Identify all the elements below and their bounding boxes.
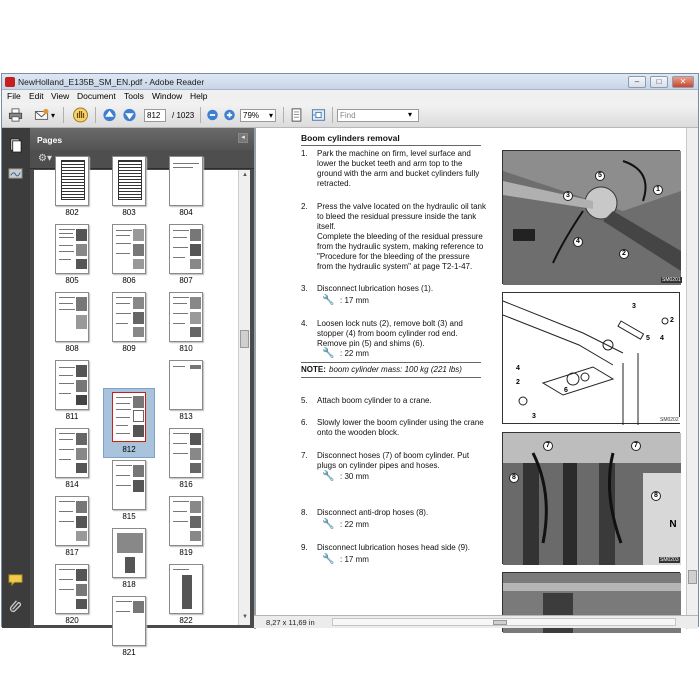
thumbnail-label: 806 (122, 276, 136, 285)
toolbar-separator (283, 107, 284, 123)
wrench-icon: 🔧 (322, 471, 335, 482)
scrollbar-thumb[interactable] (240, 330, 249, 348)
menu-edit[interactable]: Edit (29, 91, 44, 101)
figure-boom-cylinder-photo (502, 150, 680, 284)
step-number: 1. (301, 149, 308, 158)
thumbnail-label: 809 (122, 344, 136, 353)
callout-label: 8 (651, 491, 661, 501)
step-text: Slowly lower the boom cylinder using the crane (317, 418, 484, 427)
step-text: from the hydraulic system, making reference to (317, 242, 484, 251)
step-text: plugs on cylinder pipes and hoses. (317, 461, 440, 470)
adobe-reader-window (1, 73, 699, 657)
step-text: "Procedure for the bleeding of the pressure (317, 252, 470, 261)
thumbnail-label: 819 (179, 548, 193, 557)
thumbnail-label: 810 (179, 344, 193, 353)
document-view[interactable] (254, 128, 686, 629)
thumbnail-821[interactable] (112, 596, 146, 646)
pages-panel-header (30, 128, 254, 150)
wrench-size: : 17 mm (340, 555, 369, 564)
toolbar-separator (63, 107, 64, 123)
next-page-icon[interactable] (122, 108, 137, 122)
menu-view[interactable]: View (51, 91, 70, 101)
step-text: to bleed the residual pressure inside the tank (317, 212, 477, 221)
status-bar (254, 615, 698, 628)
wrench-size: : 22 mm (340, 349, 369, 358)
scrollbar-thumb[interactable] (688, 570, 697, 584)
callout-label: 4 (516, 365, 520, 372)
step-text: Loosen lock nuts (2), remove bolt (3) and (317, 319, 463, 328)
pages-panel-title: Pages (37, 135, 63, 145)
note-rule-bottom (301, 377, 481, 378)
callout-label: 5 (646, 335, 650, 342)
thumbnail-scrollbar[interactable] (238, 170, 250, 625)
figure-code: SM0202 (660, 417, 679, 423)
thumbnail-label: 807 (179, 276, 193, 285)
step-number: 5. (301, 396, 308, 405)
menu-help[interactable]: Help (190, 91, 208, 101)
thumbnail-label: 803 (122, 208, 136, 217)
figure-code: SM0203 (660, 557, 679, 563)
horizontal-scrollbar[interactable] (332, 618, 676, 626)
step-number: 2. (301, 202, 308, 211)
thumbnail-809[interactable] (112, 292, 146, 342)
thumbnail-label: 804 (179, 208, 193, 217)
callout-label: N (669, 519, 677, 530)
thumbnail-822[interactable] (169, 564, 203, 614)
menu-file[interactable]: File (7, 91, 21, 101)
zoom-select[interactable] (240, 109, 276, 122)
zoom-in-icon[interactable] (222, 108, 237, 122)
thumbnail-819[interactable] (169, 496, 203, 546)
note-label: NOTE: (301, 365, 326, 374)
signature-icon[interactable] (8, 166, 23, 181)
thumbnail-label: 818 (122, 580, 136, 589)
step-text: Remove pin (5) and shims (6). (317, 339, 425, 348)
wrench-icon: 🔧 (322, 295, 335, 306)
thumbnail-820[interactable] (55, 564, 89, 614)
callout-label: 8 (509, 473, 519, 483)
callout-label: 4 (573, 237, 583, 247)
thumbnail-807[interactable] (169, 224, 203, 274)
thumbnail-808[interactable] (55, 292, 89, 342)
step-text: from the hydraulic system" at page T2-1-47. (317, 262, 473, 271)
callout-label: 6 (564, 387, 568, 394)
thumbnail-label: 815 (122, 512, 136, 521)
maximize-button[interactable]: □ (650, 76, 668, 88)
callout-label: 7 (631, 441, 641, 451)
callout-label: 4 (660, 335, 664, 342)
step-text: onto the wooden block. (317, 428, 400, 437)
thumbnail-table (61, 160, 85, 200)
chevron-down-icon: ▾ (268, 111, 273, 120)
thumbnail-817[interactable] (55, 496, 89, 546)
scrollbar-thumb[interactable] (493, 620, 507, 625)
figure-line-drawing (503, 293, 681, 425)
thumbnail-814[interactable] (55, 428, 89, 478)
email-dropdown-icon[interactable]: ▾ (51, 111, 56, 120)
step-number: 4. (301, 319, 308, 328)
thumbnail-806[interactable] (112, 224, 146, 274)
thumbnail-table (118, 160, 142, 200)
thumbnail-label: 805 (65, 276, 79, 285)
heading-rule (301, 145, 481, 146)
menu-document[interactable]: Document (77, 91, 116, 101)
step-text: Disconnect anti-drop hoses (8). (317, 508, 429, 517)
thumbnail-label: 820 (65, 616, 79, 625)
callout-label: 2 (619, 249, 629, 259)
gear-icon[interactable]: ⚙▾ (38, 153, 52, 164)
step-text: Park the machine on firm, level surface and (317, 149, 471, 158)
minimize-button[interactable]: – (628, 76, 646, 88)
menu-window[interactable]: Window (152, 91, 183, 101)
note-text: boom cylinder mass: 100 kg (221 lbs) (329, 365, 462, 374)
fit-width-icon[interactable] (311, 108, 326, 122)
menu-bar (2, 90, 698, 103)
toolbar (2, 103, 698, 128)
step-text: lower the bucket teeth and arm top to the (317, 159, 463, 168)
toolbar-separator (200, 107, 201, 123)
note-rule-top (301, 362, 481, 363)
thumbnail-816[interactable] (169, 428, 203, 478)
thumbnail-803[interactable] (112, 156, 146, 206)
wrench-icon: 🔧 (322, 519, 335, 530)
navigation-pane-icons (2, 128, 30, 628)
callout-label: 1 (653, 185, 663, 195)
wrench-size: : 22 mm (340, 520, 369, 529)
scroll-up-icon[interactable]: ▲ (242, 172, 248, 178)
step-text: retracted. (317, 179, 351, 188)
step-text: Attach boom cylinder to a crane. (317, 396, 432, 405)
thumbnail-label: 813 (179, 412, 193, 421)
callout-label: 3 (632, 303, 636, 310)
page-total: / 1023 (172, 111, 195, 120)
wrench-size: : 17 mm (340, 296, 369, 305)
title-bar (2, 74, 698, 90)
page-number-input[interactable]: 812 (144, 109, 166, 122)
callout-label: 7 (543, 441, 553, 451)
close-button[interactable]: ✕ (672, 76, 694, 88)
adobe-reader-icon (5, 77, 15, 87)
toolbar-separator (332, 107, 333, 123)
thumbnail-812[interactable] (112, 392, 146, 442)
zoom-value: 79% (243, 111, 260, 120)
step-text: itself. (317, 222, 336, 231)
step-text: ground with the arm and bucket cylinders fully (317, 169, 480, 178)
zoom-out-icon[interactable] (205, 108, 220, 122)
thumbnail-813[interactable] (169, 360, 203, 410)
step-number: 9. (301, 543, 308, 552)
thumbnail-label: 822 (179, 616, 193, 625)
pages-icon[interactable] (8, 138, 23, 153)
wrench-icon: 🔧 (322, 348, 335, 359)
thumbnail-label-selected: 812 (122, 445, 136, 454)
step-text: Disconnect lubrication hoses head side (9). (317, 543, 470, 552)
toolbar-separator (95, 107, 96, 123)
prev-page-icon[interactable] (102, 108, 117, 122)
step-text: Complete the bleeding of the residual pressure (317, 232, 483, 241)
thumbnail-818[interactable] (112, 528, 146, 578)
page-size-label: 8,27 x 11,69 in (266, 618, 315, 627)
scroll-down-icon[interactable]: ▼ (242, 614, 248, 620)
comment-icon[interactable] (8, 572, 23, 587)
thumbnail-list (34, 170, 238, 657)
hand-icon[interactable] (72, 107, 89, 123)
print-icon[interactable] (8, 108, 23, 122)
fit-page-icon[interactable] (289, 108, 304, 122)
thumbnail-811[interactable] (55, 360, 89, 410)
email-icon[interactable] (34, 108, 49, 122)
find-input[interactable]: Find (337, 109, 419, 122)
thumbnail-label: 817 (65, 548, 79, 557)
wrench-size: : 30 mm (340, 472, 369, 481)
step-text: Disconnect hoses (7) of boom cylinder. Put (317, 451, 470, 460)
step-number: 7. (301, 451, 308, 460)
thumbnail-815[interactable] (112, 460, 146, 510)
collapse-panel-button[interactable]: ◂ (238, 133, 248, 143)
thumbnail-label: 821 (122, 648, 136, 657)
figure-code: SM0201 (662, 277, 681, 283)
thumbnail-804[interactable] (169, 156, 203, 206)
thumbnail-label: 808 (65, 344, 79, 353)
callout-label: 5 (595, 171, 605, 181)
thumbnail-label: 811 (65, 412, 79, 421)
menu-tools[interactable]: Tools (124, 91, 144, 101)
thumbnail-802[interactable] (55, 156, 89, 206)
document-scrollbar[interactable] (686, 128, 698, 629)
wrench-icon: 🔧 (322, 554, 335, 565)
thumbnail-805[interactable] (55, 224, 89, 274)
step-text: stopper (4) from boom cylinder rod end. (317, 329, 458, 338)
figure-photo-drawing (503, 151, 681, 285)
step-text: Press the valve located on the hydraulic oil tank (317, 202, 486, 211)
window-title: NewHolland_E135B_SM_EN.pdf - Adobe Reader (18, 77, 205, 87)
step-number: 8. (301, 508, 308, 517)
section-heading: Boom cylinders removal (301, 133, 400, 143)
attachment-icon[interactable] (8, 598, 23, 613)
callout-label: 2 (516, 379, 520, 386)
thumbnail-label: 814 (65, 480, 79, 489)
step-number: 6. (301, 418, 308, 427)
step-text: Disconnect lubrication hoses (1). (317, 284, 434, 293)
step-number: 3. (301, 284, 308, 293)
callout-label: 3 (563, 191, 573, 201)
figure-boom-pin-drawing (502, 292, 680, 424)
pages-panel (30, 128, 254, 657)
thumbnail-label: 816 (179, 480, 193, 489)
figure-hoses-photo (502, 432, 680, 564)
callout-label: 3 (532, 413, 536, 420)
thumbnail-label: 802 (65, 208, 79, 217)
thumbnail-810[interactable] (169, 292, 203, 342)
find-dropdown-icon[interactable]: ▾ (408, 110, 413, 119)
callout-label: 2 (670, 317, 674, 324)
